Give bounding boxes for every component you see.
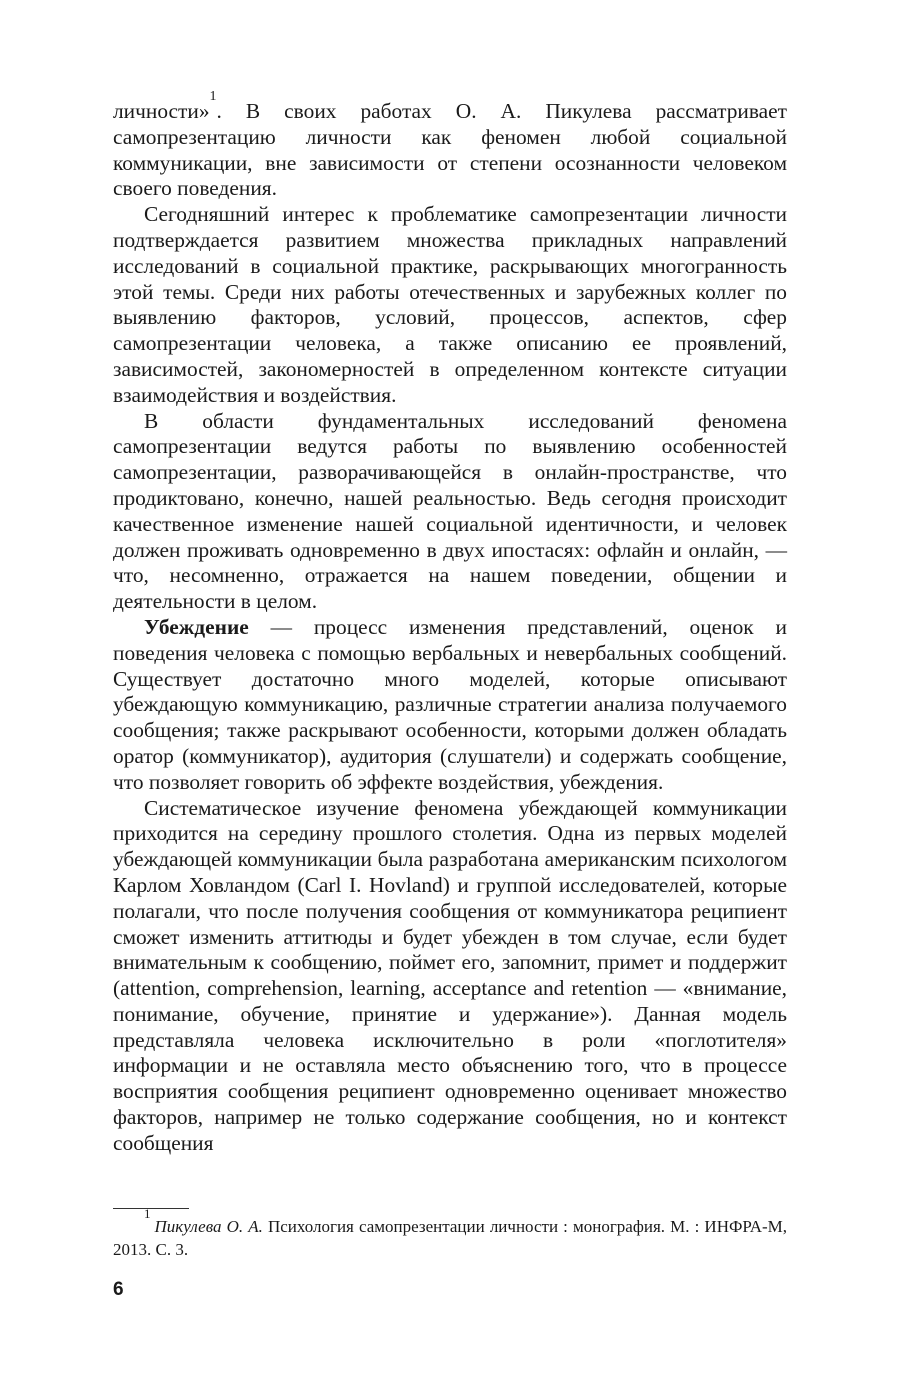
paragraph-1 — [113, 89, 787, 202]
footnote-text: Психология самопрезентации личности : монография. М. : ИНФРА-М, 2013. С. 3. — [113, 1217, 788, 1259]
footnote-reference[interactable]: 1 — [209, 89, 217, 104]
paragraph-1-after: . В своих работах О. А. Пикулева рассматривает самопрезентацию личности как феномен любой социальной коммуникации, вне зависимости от степени осознанности человеком своего поведения. — [113, 99, 787, 201]
term-persuasion: Убеждение — [144, 614, 249, 639]
paragraph-4-text: — процесс изменения представлений, оценок и поведения человека с помощью вербальных и невербальных сообщений. Существует достаточно много моделей, которые описывают убеждающую коммуникацию, различные стратегии анализа получаемого сообщения; также раскрывают особенности, которыми должен обладать оратор (коммуникатор), аудитория (слушатели) и содержать сообщение, что позволяет говорить об эффекте воздействия, убеждения. — [113, 614, 787, 794]
paragraph-2: Сегодняшний интерес к проблематике самопрезентации личности подтверждается развитием множества прикладных направлений исследований в социальной практике, раскрывающих многогранность этой темы. Среди них работы отечественных и зарубежных коллег по выявлению факторов, условий, процессов, аспектов, сфер самопрезентации человека, а также описанию ее проявлений, зависимостей, закономерностей в определенном контексте ситуации взаимодействия и воздействия. — [113, 202, 787, 407]
page-body — [113, 89, 787, 1157]
paragraph-5: Систематическое изучение феномена убеждающей коммуникации приходится на середину прошлого столетия. Одна из первых моделей убеждающей коммуникации была разработана американским психологом Карлом Ховландом (Carl I. Hovland) и группой исследователей, которые полагали, что после получения сообщения от коммуникатора реципиент сможет изменить аттитюды и будет убежден в том случае, если будет внимательным к сообщению, поймет его, запомнит, примет и поддержит (attention, comprehension, learning, acceptance and retention — «внимание, понимание, обучение, принятие и удержание»). Данная модель представляла человека исключительно в роли «поглотителя» информации и не оставляла место объяснению того, что в процессе восприятия сообщения реципиент одновременно оценивает множество факторов, например не только содержание сообщения, но и контекст сообщения — [113, 795, 787, 1155]
paragraph-3: В области фундаментальных исследований феномена самопрезентации ведутся работы по выявлению особенностей самопрезентации, разворачивающейся в онлайн-пространстве, что продиктовано, конечно, нашей реальностью. Ведь сегодня происходит качественное изменение нашей социальной идентичности, и человек должен проживать одновременно в двух ипостасях: офлайн и онлайн, — что, несомненно, отражается на нашем поведении, общении и деятельности в целом. — [113, 408, 787, 614]
paragraph-4 — [113, 615, 787, 796]
paragraph-1-before: личности» — [113, 99, 210, 123]
footnote-divider — [113, 1208, 189, 1209]
footnote — [113, 1206, 788, 1261]
footnote-number: 1 — [144, 1206, 151, 1221]
footnote-author: Пикулева О. А. — [154, 1217, 263, 1236]
page-number: 6 — [113, 1279, 124, 1300]
